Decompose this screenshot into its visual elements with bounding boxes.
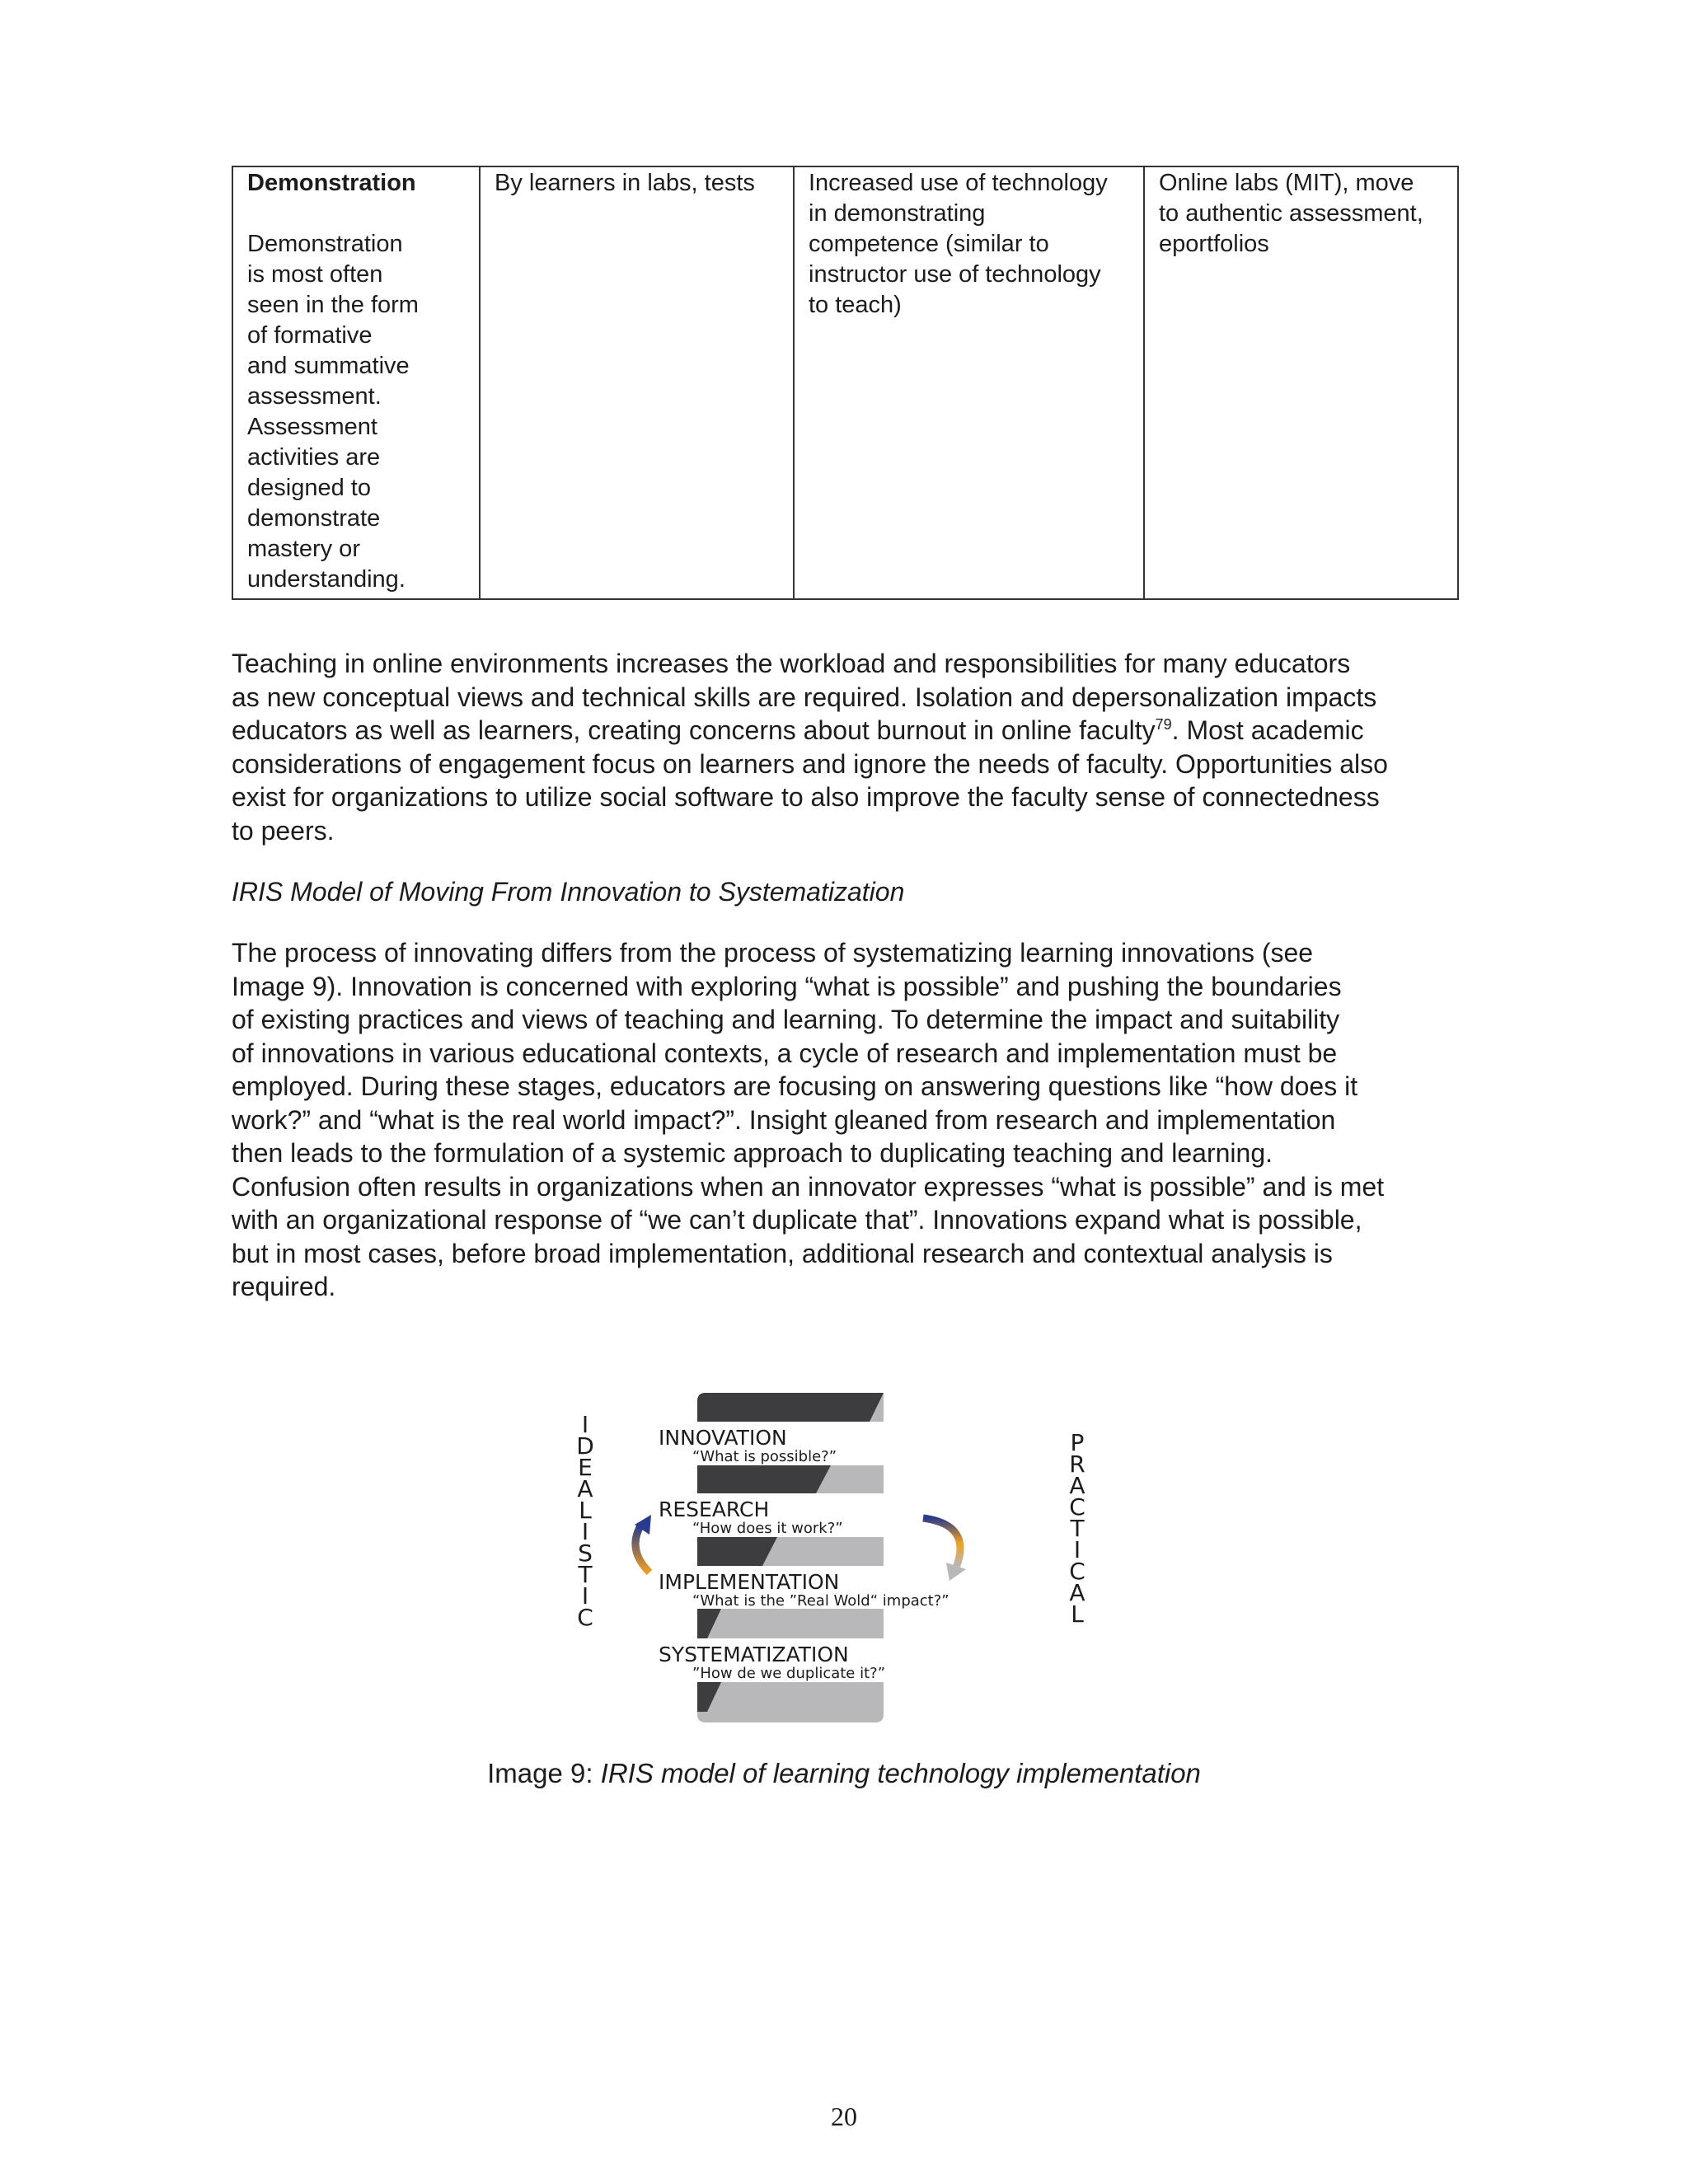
text-line: Image 9). Innovation is concerned with exploring “what is possible” and pushing the boundaries xyxy=(232,971,1342,1001)
cell-line: Demonstration xyxy=(247,231,403,257)
text-line: The process of innovating differs from the process of systematizing learning innovations (see xyxy=(232,938,1314,968)
stage-question: “What is the ”Real Wold“ impact?” xyxy=(692,1592,950,1610)
axis-letter: I xyxy=(1073,1536,1081,1563)
axis-letter: C xyxy=(1069,1558,1085,1585)
caption-prefix: Image 9: xyxy=(487,1758,601,1788)
stage-name: INNOVATION xyxy=(659,1426,787,1450)
text-line: but in most cases, before broad implementation, additional research and contextual analysis is xyxy=(232,1238,1333,1268)
iris-model-diagram xyxy=(544,1393,1096,1722)
cell-line: Assessment xyxy=(247,414,377,440)
cell-line: mastery or xyxy=(247,536,360,562)
arrow-down-icon xyxy=(923,1518,960,1568)
table-row xyxy=(232,166,1458,599)
axis-letter: T xyxy=(1070,1515,1085,1542)
practices-table xyxy=(232,166,1459,600)
text-line: of existing practices and views of teaching and learning. To determine the impact and suitability xyxy=(232,1005,1340,1034)
axis-letter: C xyxy=(1069,1493,1085,1521)
axis-letter: C xyxy=(577,1604,593,1631)
text-line: Teaching in online environments increases the workload and responsibilities for many educators xyxy=(232,649,1351,678)
axis-letter: R xyxy=(1069,1451,1085,1478)
axis-letter: E xyxy=(578,1454,593,1481)
table-cell-demonstration xyxy=(232,166,480,599)
axis-letter: S xyxy=(578,1540,593,1567)
cell-line: instructor use of technology xyxy=(809,261,1101,288)
axis-letter: A xyxy=(1069,1579,1085,1606)
cell-line: assessment. xyxy=(247,383,382,410)
cell-line: understanding. xyxy=(247,566,406,593)
text-line: Confusion often results in organizations when an innovator expresses “what is possible” and is met xyxy=(232,1171,1385,1202)
axis-letter: I xyxy=(581,1411,589,1438)
axis-letter: I xyxy=(581,1582,589,1610)
text-line: required. xyxy=(232,1272,336,1301)
axis-letter: I xyxy=(581,1518,589,1545)
axis-letter: A xyxy=(577,1475,593,1502)
paragraph-iris-model xyxy=(232,936,1468,1304)
text-segment: . Most academic xyxy=(1171,715,1364,745)
table-cell-technology xyxy=(794,166,1144,599)
stair-dark-2 xyxy=(697,1465,831,1493)
text-line: employed. During these stages, educators are focusing on answering questions like “how does it xyxy=(232,1071,1358,1101)
cell-line: to teach) xyxy=(809,292,902,318)
axis-letter: P xyxy=(1070,1429,1085,1456)
stage-name: SYSTEMATIZATION xyxy=(659,1643,849,1666)
text-segment: educators as well as learners, creating concerns about burnout in online faculty xyxy=(232,715,1156,745)
text-line: considerations of engagement focus on learners and ignore the needs of faculty. Opportunities also xyxy=(232,748,1388,779)
text-line: of innovations in various educational contexts, a cycle of research and implementation must be xyxy=(232,1038,1338,1068)
text-line: exist for organizations to utilize social software to also improve the faculty sense of connectedness xyxy=(232,782,1380,812)
stair-dark-1 xyxy=(697,1393,884,1422)
cell-line: designed to xyxy=(247,475,371,501)
axis-idealistic xyxy=(576,1411,594,1631)
cell-line: seen in the form xyxy=(247,292,419,318)
text-line: then leads to the formulation of a systemic approach to duplicating teaching and learning. xyxy=(232,1138,1273,1168)
stage-question: “What is possible?” xyxy=(692,1448,837,1465)
stage-question: ”How de we duplicate it?” xyxy=(692,1665,886,1682)
table-cell-learners xyxy=(480,166,794,599)
cell-line: is most often xyxy=(247,261,383,288)
cell-line: demonstrate xyxy=(247,505,381,532)
text-line: as new conceptual views and technical skills are required. Isolation and depersonalization impacts xyxy=(232,682,1377,712)
cell-line: Increased use of technology xyxy=(809,170,1108,196)
axis-letter: D xyxy=(576,1432,594,1460)
cell-line: in demonstrating xyxy=(809,200,986,227)
cell-line: eportfolios xyxy=(1159,231,1269,257)
stage-name: RESEARCH xyxy=(659,1497,770,1521)
text-line: work?” and “what is the real world impact?”. Insight gleaned from research and implementation xyxy=(232,1104,1336,1135)
axis-letter: L xyxy=(579,1497,592,1524)
text-line: with an organizational response of “we can’t duplicate that”. Innovations expand what is possible, xyxy=(232,1205,1362,1235)
axis-letter: A xyxy=(1069,1472,1085,1499)
table-cell-examples xyxy=(1144,166,1458,599)
cell-line: and summative xyxy=(247,353,410,379)
stage-question: “How does it work?” xyxy=(692,1520,843,1537)
axis-letter: T xyxy=(578,1561,593,1588)
cell-title: Demonstration xyxy=(247,170,416,196)
figure-caption xyxy=(0,1757,1688,1790)
axis-practical xyxy=(1069,1429,1085,1628)
stage-name: IMPLEMENTATION xyxy=(659,1570,840,1594)
cell-line: activities are xyxy=(247,444,381,471)
axis-letter: L xyxy=(1071,1601,1084,1628)
cell-line: of formative xyxy=(247,322,373,349)
footnote-reference[interactable]: 79 xyxy=(1155,716,1172,733)
caption-title: IRIS model of learning technology implementation xyxy=(600,1758,1201,1788)
text-line xyxy=(232,714,1468,748)
paragraph-faculty-workload xyxy=(232,647,1468,847)
cell-line: Online labs (MIT), move xyxy=(1159,170,1414,196)
section-heading: IRIS Model of Moving From Innovation to Systematization xyxy=(232,877,905,907)
cell-line: By learners in labs, tests xyxy=(495,170,755,196)
cell-line: to authentic assessment, xyxy=(1159,200,1423,227)
cell-line: competence (similar to xyxy=(809,231,1049,257)
text-line: to peers. xyxy=(232,815,335,846)
page-number: 20 xyxy=(831,2102,857,2131)
